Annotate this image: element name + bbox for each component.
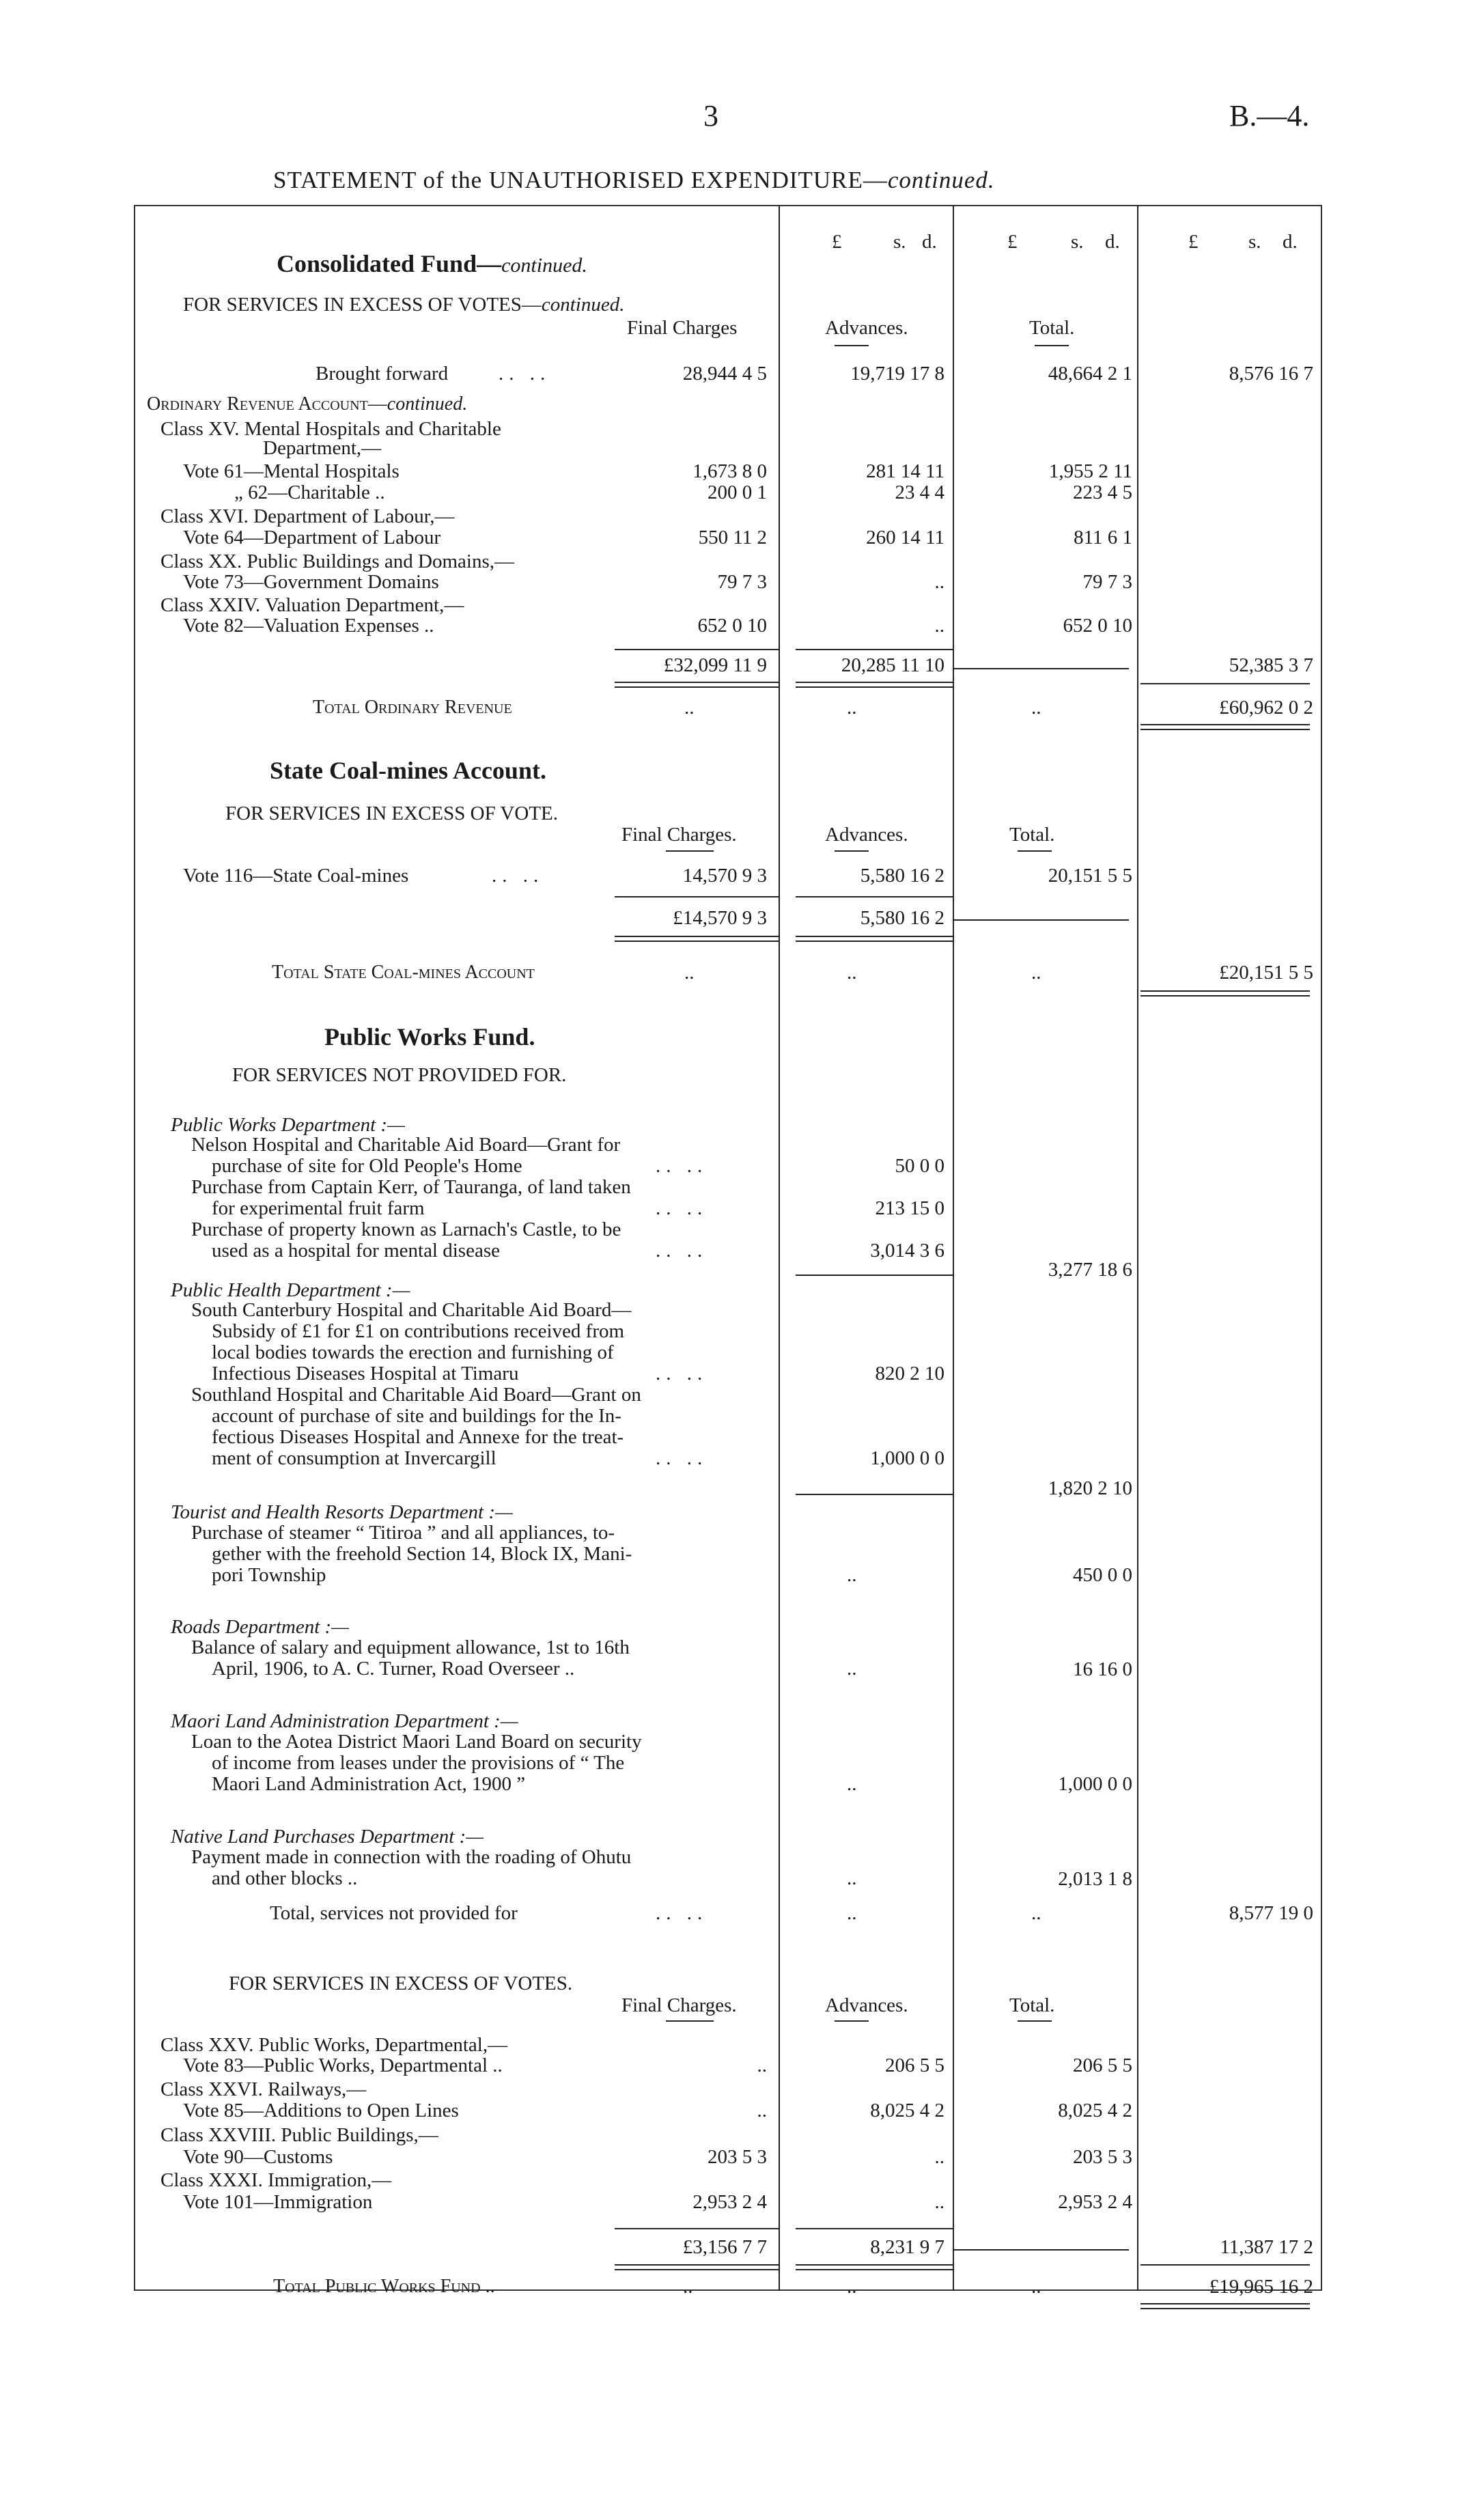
heading-text: Consolidated Fund— bbox=[277, 250, 502, 277]
row-label: Vote 90—Customs bbox=[183, 2146, 333, 2168]
row-total: 79 7 3 bbox=[1082, 571, 1132, 593]
row-label: Class XXXI. Immigration,— bbox=[160, 2169, 392, 2191]
row-advances: 206 5 5 bbox=[885, 2055, 944, 2076]
ordinary-continued: continued. bbox=[387, 393, 468, 415]
item-line: Payment made in connection with the roading of Ohutu bbox=[191, 1846, 632, 1868]
group-total: 16 16 0 bbox=[1073, 1658, 1132, 1680]
pence-header: d. bbox=[1105, 231, 1120, 253]
final-charges-header: Final Charges. bbox=[621, 1994, 737, 2016]
total-coal-mines: £20,151 5 5 bbox=[1219, 962, 1313, 984]
pence-header: d. bbox=[1283, 231, 1298, 253]
group-total: 1,000 0 0 bbox=[1058, 1773, 1132, 1795]
item-advance: 820 2 10 bbox=[875, 1363, 944, 1384]
row-total: 1,955 2 11 bbox=[1048, 460, 1132, 482]
sum-rule bbox=[615, 649, 779, 650]
item-line: purchase of site for Old People's Home bbox=[212, 1155, 522, 1177]
advances-header: Advances. bbox=[825, 824, 908, 846]
column-divider bbox=[779, 205, 780, 2291]
double-rule bbox=[1140, 724, 1310, 730]
pound-header: £ bbox=[1007, 231, 1018, 253]
group-total: 450 0 0 bbox=[1073, 1564, 1132, 1586]
brought-forward-final: 28,944 4 5 bbox=[682, 363, 767, 385]
sum-rule bbox=[796, 1494, 953, 1495]
subtotal-final: £32,099 11 9 bbox=[663, 654, 767, 676]
group-total: 1,820 2 10 bbox=[1048, 1477, 1132, 1499]
pound-header: £ bbox=[832, 231, 842, 253]
header-rule bbox=[1018, 2020, 1052, 2022]
excess-subheading: FOR SERVICES IN EXCESS OF VOTES. bbox=[229, 1973, 573, 1994]
item-line: Southland Hospital and Charitable Aid Board—Grant on bbox=[191, 1384, 641, 1406]
advances-header: Advances. bbox=[825, 1994, 908, 2016]
coal-mines-subheading: FOR SERVICES IN EXCESS OF VOTE. bbox=[225, 803, 558, 824]
row-label: Class XXVI. Railways,— bbox=[160, 2078, 367, 2100]
total-public-works-label: Total Public Works Fund .. bbox=[273, 2276, 495, 2297]
leader-dots: .. .. bbox=[656, 1197, 708, 1219]
department-heading: Public Health Department :— bbox=[171, 1279, 410, 1301]
item-line: Purchase of property known as Larnach's Castle, to be bbox=[191, 1218, 621, 1240]
row-final: .. bbox=[757, 2100, 767, 2121]
row-label: Vote 85—Additions to Open Lines bbox=[183, 2100, 459, 2121]
leader-dots: .. bbox=[1031, 962, 1041, 984]
header-rule bbox=[835, 2020, 869, 2022]
coal-final: 14,570 9 3 bbox=[682, 865, 767, 887]
department-heading: Public Works Department :— bbox=[171, 1114, 405, 1136]
leader-dots: .. bbox=[1031, 2276, 1041, 2298]
row-label: „ 62—Charitable .. bbox=[234, 482, 385, 503]
brought-forward-label: Brought forward bbox=[316, 363, 449, 385]
group-total: 2,013 1 8 bbox=[1058, 1868, 1132, 1890]
coal-total: 20,151 5 5 bbox=[1048, 865, 1132, 887]
pence-header: d. bbox=[922, 231, 937, 253]
row-label: Class XVI. Department of Labour,— bbox=[160, 505, 455, 527]
total-coal-mines-label: Total State Coal-mines Account bbox=[272, 962, 535, 983]
row-advances: .. bbox=[934, 2146, 944, 2168]
double-rule bbox=[1140, 990, 1310, 997]
sum-rule bbox=[953, 919, 1129, 921]
sum-rule bbox=[615, 2228, 779, 2229]
document-reference: B.—4. bbox=[1229, 99, 1310, 133]
consolidated-fund-heading bbox=[277, 251, 587, 276]
row-final: 200 0 1 bbox=[708, 482, 767, 503]
row-advances: .. bbox=[934, 615, 944, 637]
row-final: 203 5 3 bbox=[708, 2146, 767, 2168]
item-line: ment of consumption at Invercargill bbox=[212, 1447, 496, 1469]
statement-title-main: STATEMENT of the UNAUTHORISED EXPENDITURE— bbox=[273, 167, 888, 193]
header-rule bbox=[666, 2020, 714, 2022]
item-line: Infectious Diseases Hospital at Timaru bbox=[212, 1363, 519, 1384]
item-line: gether with the freehold Section 14, Block IX, Mani- bbox=[212, 1543, 632, 1565]
department-heading: Roads Department :— bbox=[171, 1616, 349, 1638]
item-line: fectious Diseases Hospital and Annexe for the treat- bbox=[212, 1426, 624, 1448]
statement-title-continued: continued. bbox=[887, 167, 995, 193]
total-not-provided: 8,577 19 0 bbox=[1229, 1902, 1313, 1924]
leader-dots: .. bbox=[847, 1658, 857, 1680]
shilling-header: s. bbox=[1071, 231, 1084, 253]
sum-rule bbox=[953, 668, 1129, 669]
brought-forward-advances: 19,719 17 8 bbox=[850, 363, 944, 385]
total-header: Total. bbox=[1009, 1994, 1055, 2016]
double-rule bbox=[615, 936, 779, 942]
item-line: for experimental fruit farm bbox=[212, 1197, 425, 1219]
shilling-header: s. bbox=[893, 231, 906, 253]
sum-rule bbox=[1140, 683, 1310, 684]
item-line: April, 1906, to A. C. Turner, Road Overseer .. bbox=[212, 1658, 575, 1680]
row-final: 652 0 10 bbox=[697, 615, 767, 637]
subtotal-advances: 20,285 11 10 bbox=[841, 654, 944, 676]
brought-forward-total: 48,664 2 1 bbox=[1048, 363, 1132, 385]
group-total: 3,277 18 6 bbox=[1048, 1259, 1132, 1281]
row-label: Vote 73—Government Domains bbox=[183, 571, 439, 593]
consolidated-subheading bbox=[183, 295, 624, 315]
public-works-subheading: FOR SERVICES NOT PROVIDED FOR. bbox=[232, 1064, 567, 1086]
total-ordinary-revenue: £60,962 0 2 bbox=[1219, 697, 1313, 719]
final-charges-header: Final Charges. bbox=[621, 824, 737, 846]
row-advances: 23 4 4 bbox=[895, 482, 944, 503]
column-divider bbox=[953, 205, 954, 2291]
leader-dots: .. .. bbox=[499, 363, 551, 385]
row-total: 2,953 2 4 bbox=[1058, 2191, 1132, 2213]
row-label: Class XX. Public Buildings and Domains,— bbox=[160, 551, 514, 572]
item-line: Purchase from Captain Kerr, of Tauranga, of land taken bbox=[191, 1176, 631, 1198]
sum-rule bbox=[953, 2249, 1129, 2251]
pound-header: £ bbox=[1188, 231, 1199, 253]
leader-dots: .. bbox=[847, 1564, 857, 1586]
sum-rule bbox=[1140, 2264, 1310, 2266]
item-line: South Canterbury Hospital and Charitable Aid Board— bbox=[191, 1299, 632, 1321]
item-line: used as a hospital for mental disease bbox=[212, 1240, 500, 1262]
row-advances: .. bbox=[934, 2191, 944, 2213]
double-rule bbox=[615, 2264, 779, 2270]
item-line: Maori Land Administration Act, 1900 ” bbox=[212, 1773, 526, 1795]
leader-dots: .. .. bbox=[656, 1240, 708, 1262]
leader-dots: .. bbox=[847, 697, 857, 719]
leader-dots: .. bbox=[847, 962, 857, 984]
ordinary-text: Ordinary Revenue Account— bbox=[147, 393, 387, 415]
double-rule bbox=[1140, 2303, 1310, 2309]
header-rule bbox=[1035, 345, 1069, 346]
shilling-header: s. bbox=[1248, 231, 1261, 253]
row-advances: .. bbox=[934, 571, 944, 593]
row-advances: 8,025 4 2 bbox=[870, 2100, 944, 2121]
double-rule bbox=[796, 2264, 953, 2270]
item-line: Loan to the Aotea District Maori Land Board on security bbox=[191, 1731, 642, 1753]
sum-rule bbox=[796, 1275, 953, 1276]
sum-rule bbox=[796, 649, 953, 650]
row-total: 206 5 5 bbox=[1073, 2055, 1132, 2076]
total-header: Total. bbox=[1029, 317, 1075, 339]
row-label: Vote 61—Mental Hospitals bbox=[183, 460, 400, 482]
item-line: Balance of salary and equipment allowance, 1st to 16th bbox=[191, 1637, 630, 1658]
row-label: Vote 64—Department of Labour bbox=[183, 527, 441, 548]
subheading-continued: continued. bbox=[541, 294, 625, 316]
row-total: 223 4 5 bbox=[1073, 482, 1132, 503]
coal-vote-label: Vote 116—State Coal-mines bbox=[183, 865, 409, 887]
subheading-text: FOR SERVICES IN EXCESS OF VOTES— bbox=[183, 294, 542, 316]
row-label: Class XXVIII. Public Buildings,— bbox=[160, 2124, 438, 2146]
item-advance: 213 15 0 bbox=[875, 1197, 944, 1219]
leader-dots: .. .. bbox=[656, 1447, 708, 1469]
sum-rule bbox=[615, 896, 779, 897]
leader-dots: .. bbox=[847, 1773, 857, 1795]
department-heading: Maori Land Administration Department :— bbox=[171, 1710, 518, 1732]
leader-dots: .. bbox=[847, 1902, 857, 1924]
sum-rule bbox=[796, 896, 953, 897]
header-rule bbox=[835, 850, 869, 852]
statement-title bbox=[273, 168, 995, 192]
subtotal-grand: 52,385 3 7 bbox=[1229, 654, 1313, 676]
row-label: Class XXV. Public Works, Departmental,— bbox=[160, 2034, 508, 2056]
leader-dots: .. .. bbox=[656, 1155, 708, 1177]
item-line: Nelson Hospital and Charitable Aid Board—Grant for bbox=[191, 1134, 621, 1156]
total-not-provided-label: Total, services not provided for bbox=[270, 1902, 518, 1924]
ordinary-revenue-heading bbox=[147, 395, 467, 414]
item-advance: 3,014 3 6 bbox=[870, 1240, 944, 1262]
department-heading: Native Land Purchases Department :— bbox=[171, 1826, 484, 1848]
row-label: Department,— bbox=[263, 437, 382, 459]
leader-dots: .. bbox=[683, 2276, 693, 2298]
row-label: Class XV. Mental Hospitals and Charitable bbox=[160, 418, 501, 440]
coal-advances: 5,580 16 2 bbox=[860, 865, 944, 887]
row-advances: 260 14 11 bbox=[866, 527, 944, 548]
row-final: 1,673 8 0 bbox=[692, 460, 767, 482]
row-label: Vote 101—Immigration bbox=[183, 2191, 373, 2213]
excess-subtotal-grand: 11,387 17 2 bbox=[1220, 2236, 1313, 2258]
item-advance: 1,000 0 0 bbox=[870, 1447, 944, 1469]
item-line: account of purchase of site and buildings for the In- bbox=[212, 1405, 621, 1427]
heading-continued: continued. bbox=[501, 254, 587, 277]
brought-forward-grand: 8,576 16 7 bbox=[1229, 363, 1313, 385]
item-line: and other blocks .. bbox=[212, 1867, 358, 1889]
item-line: pori Township bbox=[212, 1564, 326, 1586]
page-number: 3 bbox=[703, 99, 718, 133]
row-label: Vote 82—Valuation Expenses .. bbox=[183, 615, 434, 637]
row-final: 550 11 2 bbox=[698, 527, 767, 548]
row-label: Class XXIV. Valuation Department,— bbox=[160, 594, 464, 616]
item-line: local bodies towards the erection and furnishing of bbox=[212, 1341, 614, 1363]
double-rule bbox=[615, 682, 779, 688]
row-label: Vote 83—Public Works, Departmental .. bbox=[183, 2055, 503, 2076]
leader-dots: .. .. bbox=[656, 1363, 708, 1384]
total-public-works: £19,965 16 2 bbox=[1209, 2276, 1313, 2298]
header-rule bbox=[666, 850, 714, 852]
item-line: Subsidy of £1 for £1 on contributions received from bbox=[212, 1320, 625, 1342]
row-final: .. bbox=[757, 2055, 767, 2076]
public-works-heading: Public Works Fund. bbox=[324, 1023, 535, 1050]
item-line: of income from leases under the provisions of “ The bbox=[212, 1752, 625, 1774]
item-advance: 50 0 0 bbox=[895, 1155, 944, 1177]
row-advances: 281 14 11 bbox=[866, 460, 944, 482]
leader-dots: .. bbox=[1031, 1902, 1041, 1924]
row-final: 2,953 2 4 bbox=[692, 2191, 767, 2213]
final-charges-header: Final Charges bbox=[627, 317, 738, 339]
leader-dots: .. bbox=[847, 1867, 857, 1889]
coal-mines-heading: State Coal-mines Account. bbox=[270, 757, 546, 784]
coal-subtotal-advances: 5,580 16 2 bbox=[860, 907, 944, 929]
double-rule bbox=[796, 682, 953, 688]
department-heading: Tourist and Health Resorts Department :— bbox=[171, 1501, 513, 1523]
leader-dots: .. .. bbox=[656, 1902, 708, 1924]
row-final: 79 7 3 bbox=[717, 571, 767, 593]
leader-dots: .. bbox=[1031, 697, 1041, 719]
total-header: Total. bbox=[1009, 824, 1055, 846]
advances-header: Advances. bbox=[825, 317, 908, 339]
header-rule bbox=[1018, 850, 1052, 852]
item-line: Purchase of steamer “ Titiroa ” and all appliances, to- bbox=[191, 1522, 615, 1544]
leader-dots: .. bbox=[847, 2276, 857, 2298]
row-total: 8,025 4 2 bbox=[1058, 2100, 1132, 2121]
sum-rule bbox=[796, 2228, 953, 2229]
header-rule bbox=[835, 345, 869, 346]
excess-subtotal-advances: 8,231 9 7 bbox=[870, 2236, 944, 2258]
double-rule bbox=[796, 936, 953, 942]
excess-subtotal-final: £3,156 7 7 bbox=[682, 2236, 767, 2258]
leader-dots: .. .. bbox=[492, 865, 544, 887]
coal-subtotal-final: £14,570 9 3 bbox=[673, 907, 767, 929]
row-total: 652 0 10 bbox=[1063, 615, 1132, 637]
leader-dots: .. bbox=[684, 697, 695, 719]
total-ordinary-revenue-label: Total Ordinary Revenue bbox=[313, 697, 512, 718]
row-total: 203 5 3 bbox=[1073, 2146, 1132, 2168]
column-divider bbox=[1137, 205, 1138, 2291]
row-total: 811 6 1 bbox=[1074, 527, 1132, 548]
leader-dots: .. bbox=[684, 962, 695, 984]
